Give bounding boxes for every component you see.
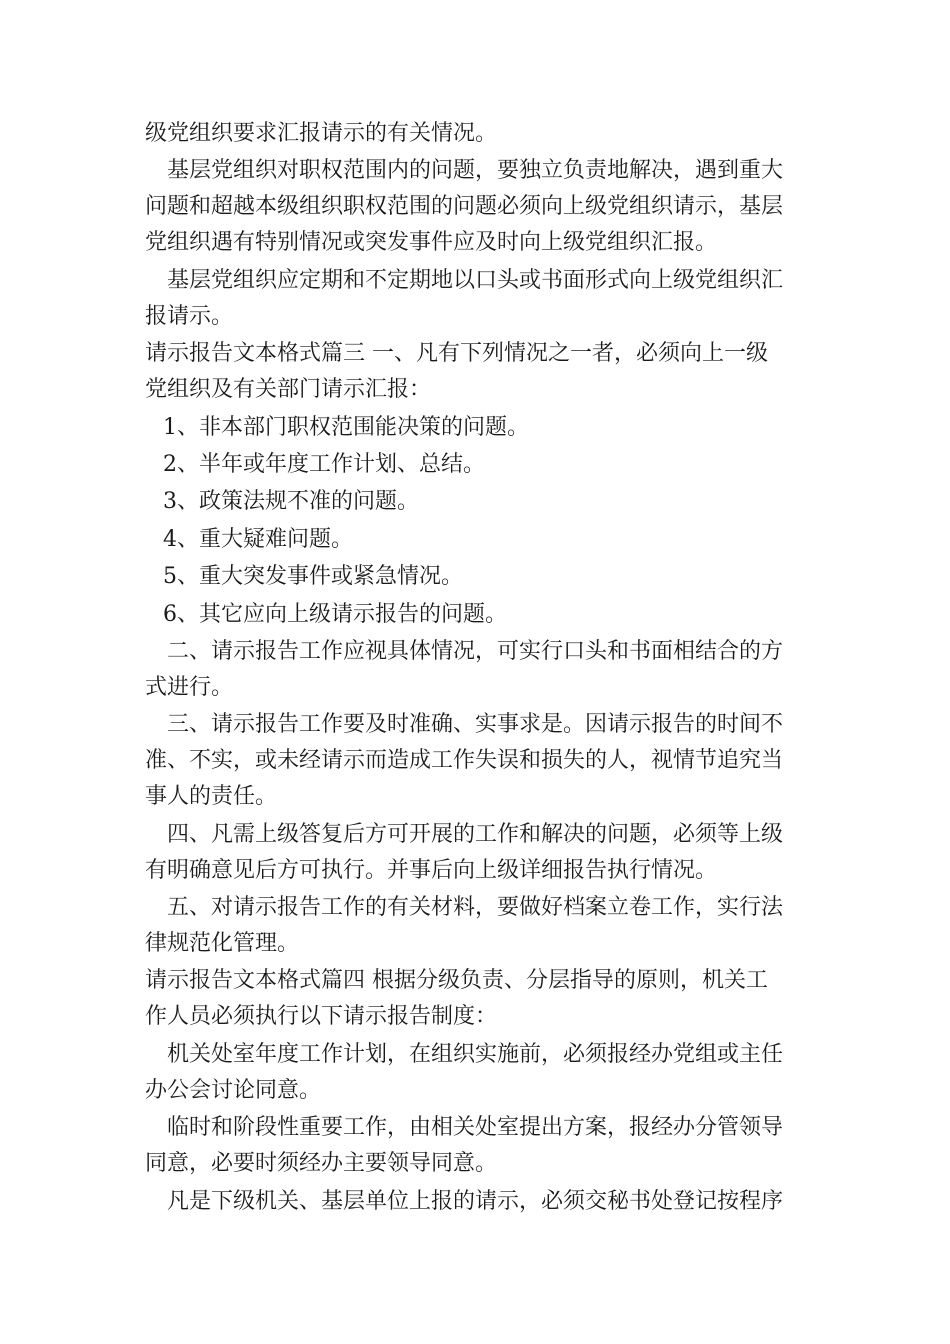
text-line: 临时和阶段性重要工作，由相关处室提出方案，报经办分管领导 — [167, 1115, 784, 1141]
text-line: 凡是下级机关、基层单位上报的请示，必须交秘书处登记按程序 — [167, 1188, 784, 1214]
paragraph — [145, 153, 807, 261]
paragraph — [145, 116, 807, 152]
paragraph — [145, 634, 807, 706]
text-line: 党组织及有关部门请示汇报： — [145, 377, 432, 403]
text-line: 6、其它应向上级请示报告的问题。 — [163, 601, 507, 627]
text-line: 作人员必须执行以下请示报告制度： — [145, 1004, 498, 1030]
text-line: 事人的责任。 — [145, 784, 278, 810]
text-line: 办公会讨论同意。 — [145, 1077, 322, 1103]
paragraph — [145, 522, 807, 558]
paragraph — [145, 410, 807, 446]
text-line: 式进行。 — [145, 674, 234, 700]
document-body — [145, 116, 807, 1221]
text-line: 律规范化管理。 — [145, 931, 300, 957]
paragraph — [145, 336, 807, 408]
paragraph — [145, 1110, 807, 1182]
text-line: 请示报告文本格式篇四 根据分级负责、分层指导的原则，机关工 — [145, 968, 768, 994]
text-line: 三、请示报告工作要及时准确、实事求是。因请示报告的时间不 — [167, 712, 784, 738]
text-line: 3、政策法规不准的问题。 — [163, 489, 419, 515]
paragraph — [145, 817, 807, 889]
text-line: 二、请示报告工作应视具体情况，可实行口头和书面相结合的方 — [167, 638, 784, 664]
text-line: 准、不实，或未经请示而造成工作失误和损失的人，视情节追究当 — [145, 748, 784, 774]
text-line: 4、重大疑难问题。 — [163, 526, 353, 552]
paragraph — [145, 707, 807, 815]
text-line: 报请示。 — [145, 303, 234, 329]
text-line: 机关处室年度工作计划，在组织实施前，必须报经办党组或主任 — [167, 1041, 784, 1067]
text-line: 党组织遇有特别情况或突发事件应及时向上级党组织汇报。 — [145, 230, 718, 256]
text-line: 5、重大突发事件或紧急情况。 — [163, 564, 463, 590]
paragraph — [145, 1184, 807, 1220]
paragraph — [145, 890, 807, 962]
paragraph — [145, 559, 807, 595]
text-line: 基层党组织应定期和不定期地以口头或书面形式向上级党组织汇 — [167, 267, 784, 293]
text-line: 四、凡需上级答复后方可开展的工作和解决的问题，必须等上级 — [167, 821, 784, 847]
paragraph — [145, 963, 807, 1035]
text-line: 五、对请示报告工作的有关材料，要做好档案立卷工作，实行法 — [167, 895, 784, 921]
paragraph — [145, 263, 807, 335]
paragraph — [145, 447, 807, 483]
text-line: 请示报告文本格式篇三 一、凡有下列情况之一者，必须向上一级 — [145, 341, 768, 367]
text-line: 基层党组织对职权范围内的问题，要独立负责地解决，遇到重大 — [167, 158, 784, 184]
text-line: 问题和超越本级组织职权范围的问题必须向上级党组织请示，基层 — [145, 194, 784, 220]
paragraph — [145, 597, 807, 633]
text-line: 有明确意见后方可执行。并事后向上级详细报告执行情况。 — [145, 857, 718, 883]
text-line: 级党组织要求汇报请示的有关情况。 — [145, 121, 498, 146]
text-line: 同意，必要时须经办主要领导同意。 — [145, 1151, 498, 1177]
text-line: 1、非本部门职权范围能决策的问题。 — [163, 414, 529, 440]
paragraph — [145, 484, 807, 520]
paragraph — [145, 1037, 807, 1109]
text-line: 2、半年或年度工作计划、总结。 — [163, 451, 485, 477]
